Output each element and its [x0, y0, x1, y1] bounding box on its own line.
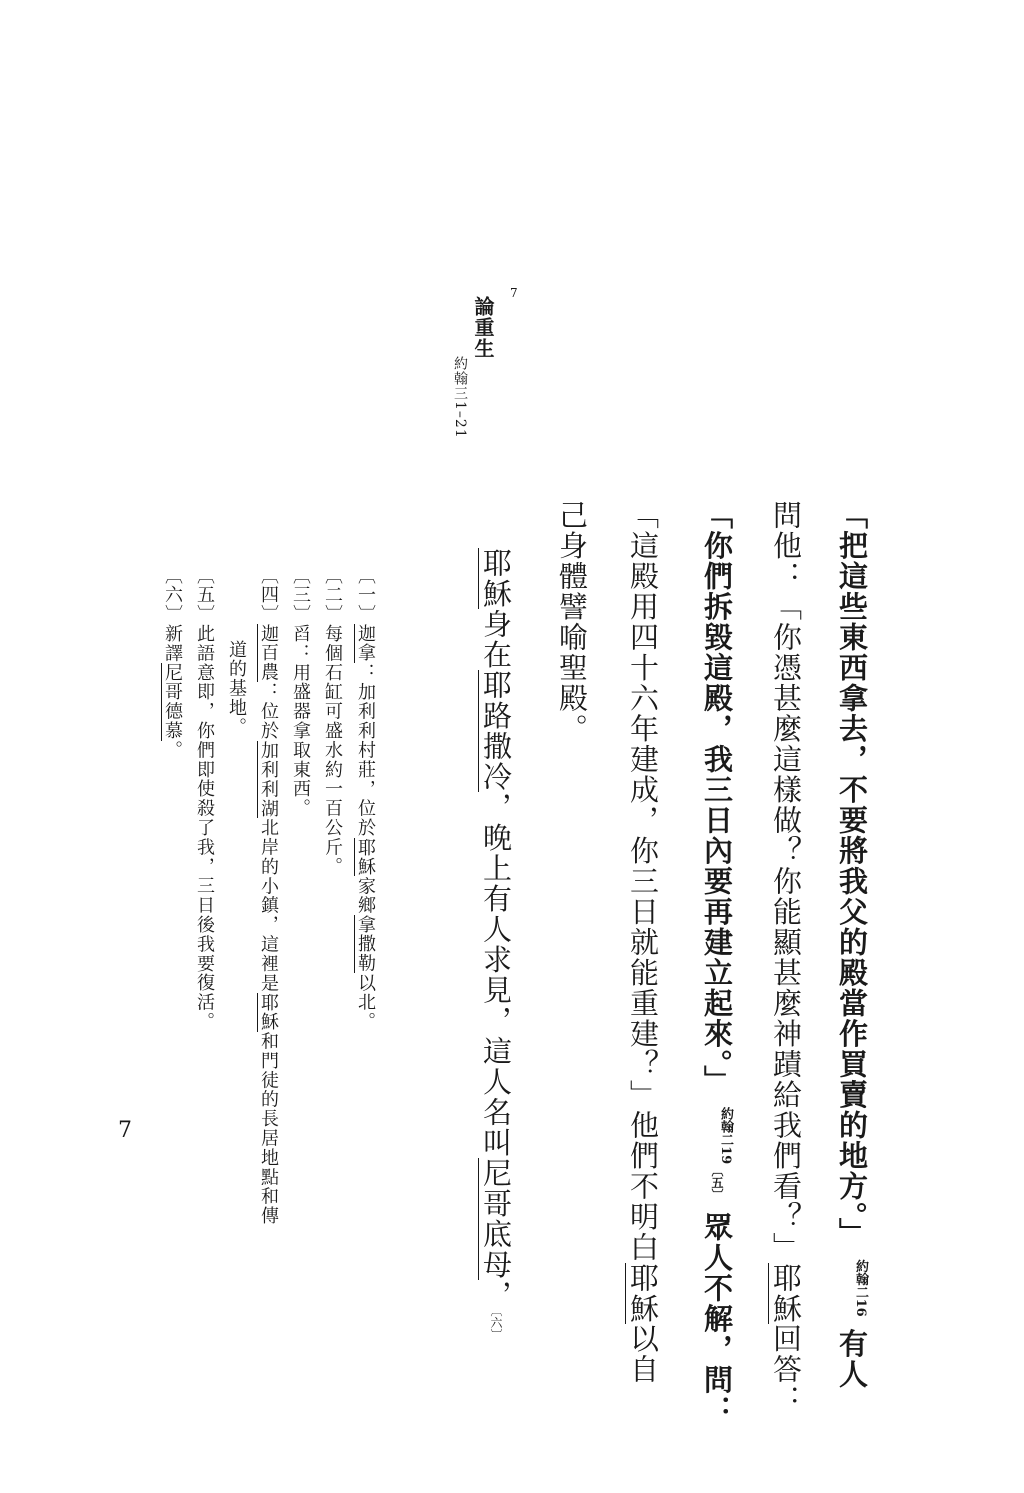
verse-ref: 約翰二19 — [718, 1107, 733, 1165]
proper-name: 耶穌 — [258, 992, 279, 1032]
footnote-number: 〔六〕 — [162, 566, 183, 625]
body-text: 回答： — [769, 1323, 803, 1415]
chapter-scripture-ref: 約翰三1–21 — [452, 356, 468, 439]
proper-name: 耶穌 — [769, 1262, 803, 1324]
verse-ref: 約翰二16 — [853, 1259, 868, 1317]
body-column-4 — [627, 500, 659, 1385]
proper-name: 耶穌 — [479, 548, 513, 609]
body-text: 己身體譬喻聖殿。 — [555, 500, 589, 744]
footnote-text: 此語意即，你們即使殺了我，三日後我要復活。 — [194, 624, 215, 1032]
body-text: 問他：「你憑甚麼這樣做？你能顯甚麼神蹟給我們看？」 — [769, 500, 803, 1263]
footnote-number: 〔一〕 — [355, 566, 376, 625]
body-text: 有人 — [835, 1328, 869, 1390]
body-column-6 — [480, 548, 512, 1341]
footnote-number: 〔四〕 — [258, 566, 279, 625]
footnote-text: 新譯 — [162, 624, 183, 664]
proper-name: 尼哥德慕 — [162, 663, 183, 741]
page-number: 7 — [118, 1118, 132, 1143]
proper-name: 耶穌 — [626, 1262, 660, 1324]
footnote-text: 舀：用盛器拿取東西。 — [290, 624, 311, 819]
body-text: 眾人不解，問： — [700, 1211, 734, 1426]
footnote-4-continued — [226, 640, 246, 737]
footnote-text: 道的基地。 — [226, 640, 247, 737]
body-text: 「你們拆毀這殿，我三日內要再建立起來。」 — [700, 500, 734, 1096]
body-text: 以自 — [626, 1323, 660, 1385]
footnote-text: 和門徒的長居地點和傳 — [258, 1031, 279, 1226]
footnote-6 — [162, 566, 182, 760]
footnote-number: 〔二〕 — [322, 566, 343, 625]
proper-name: 加利利湖 — [258, 740, 279, 819]
footnote-4 — [258, 566, 278, 1226]
chapter-number: 7 — [510, 286, 518, 300]
proper-name: 迦百農 — [258, 624, 279, 683]
body-text: 「把這些東西拿去，不要將我父的殿當作買賣的地方。」 — [835, 500, 869, 1248]
footnote-number: 〔五〕 — [194, 566, 215, 625]
body-column-2 — [770, 500, 802, 1415]
proper-name: 耶穌 — [355, 837, 376, 877]
footnote-text: 。 — [162, 740, 183, 761]
footnote-text: 以北。 — [355, 973, 376, 1032]
body-text: ， — [479, 1280, 513, 1311]
footnote-1 — [355, 566, 375, 1032]
body-column-1 — [836, 500, 876, 1389]
footnote-marker: 〔五〕 — [710, 1164, 724, 1201]
body-text: 「這殿用四十六年建成，你三日就能重建？」他們不明白 — [626, 500, 660, 1263]
proper-name: 耶路撒冷 — [479, 670, 513, 792]
footnote-text: 每個石缸可盛水約一百公斤。 — [322, 624, 343, 877]
footnote-text: 北岸的小鎮，這裡是 — [258, 818, 279, 993]
footnote-text: ：位於 — [258, 682, 279, 741]
footnote-text: 家鄉 — [355, 876, 376, 916]
body-text: ，晚上有人求見，這人名叫 — [479, 792, 513, 1158]
footnote-2 — [322, 566, 342, 876]
proper-name: 尼哥底母 — [479, 1158, 513, 1280]
footnote-number: 〔三〕 — [290, 566, 311, 625]
chapter-title: 論重生 — [471, 296, 495, 359]
footnote-text: ：加利利村莊，位於 — [355, 663, 376, 838]
body-text: 身在 — [479, 609, 513, 670]
footnote-marker: 〔六〕 — [489, 1310, 503, 1341]
footnote-5 — [194, 566, 214, 1032]
proper-name: 迦拿 — [355, 624, 376, 664]
proper-name: 拿撒勒 — [355, 915, 376, 974]
footnote-3 — [290, 566, 310, 818]
body-column-3 — [701, 500, 741, 1425]
body-column-5 — [556, 500, 588, 744]
